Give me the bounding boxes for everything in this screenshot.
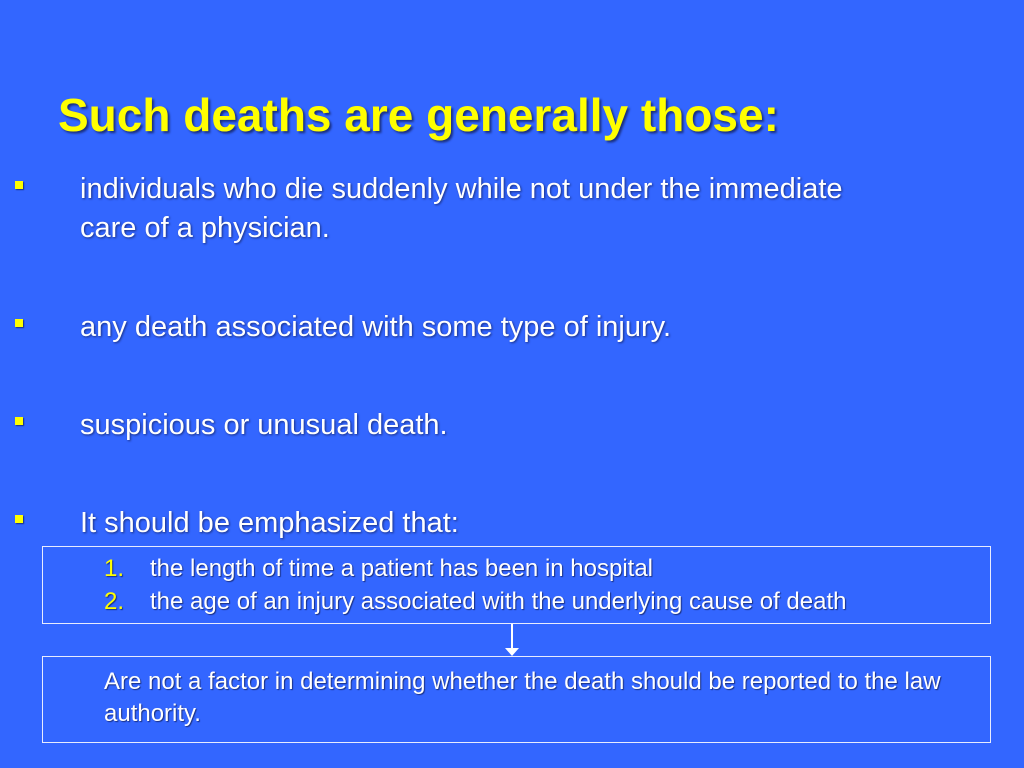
slide-title: Such deaths are generally those: <box>58 89 779 141</box>
square-bullet-icon <box>15 319 23 327</box>
numbered-item-injury-age <box>104 587 846 617</box>
numbered-item-text: the age of an injury associated with the underlying cause of death <box>150 588 847 615</box>
numbered-item-text: the length of time a patient has been in hospital <box>150 555 654 582</box>
number-marker: 2. <box>104 588 125 615</box>
number-marker: 1. <box>104 555 125 582</box>
square-bullet-icon <box>15 417 23 425</box>
arrow-head <box>505 648 519 656</box>
down-arrow-icon <box>511 624 513 649</box>
bullet-text: It should be emphasized that: <box>80 507 459 539</box>
square-bullet-icon <box>15 181 23 189</box>
numbered-item-hospital-time <box>104 554 653 584</box>
square-bullet-icon <box>15 515 23 523</box>
conclusion-text: Are not a factor in determining whether the death should be reported to the law authority. <box>104 668 941 727</box>
bullet-text: suspicious or unusual death. <box>80 409 448 441</box>
bullet-text: individuals who die suddenly while not under the immediate care of a physician. <box>80 173 843 244</box>
bullet-text: any death associated with some type of injury. <box>80 311 672 343</box>
